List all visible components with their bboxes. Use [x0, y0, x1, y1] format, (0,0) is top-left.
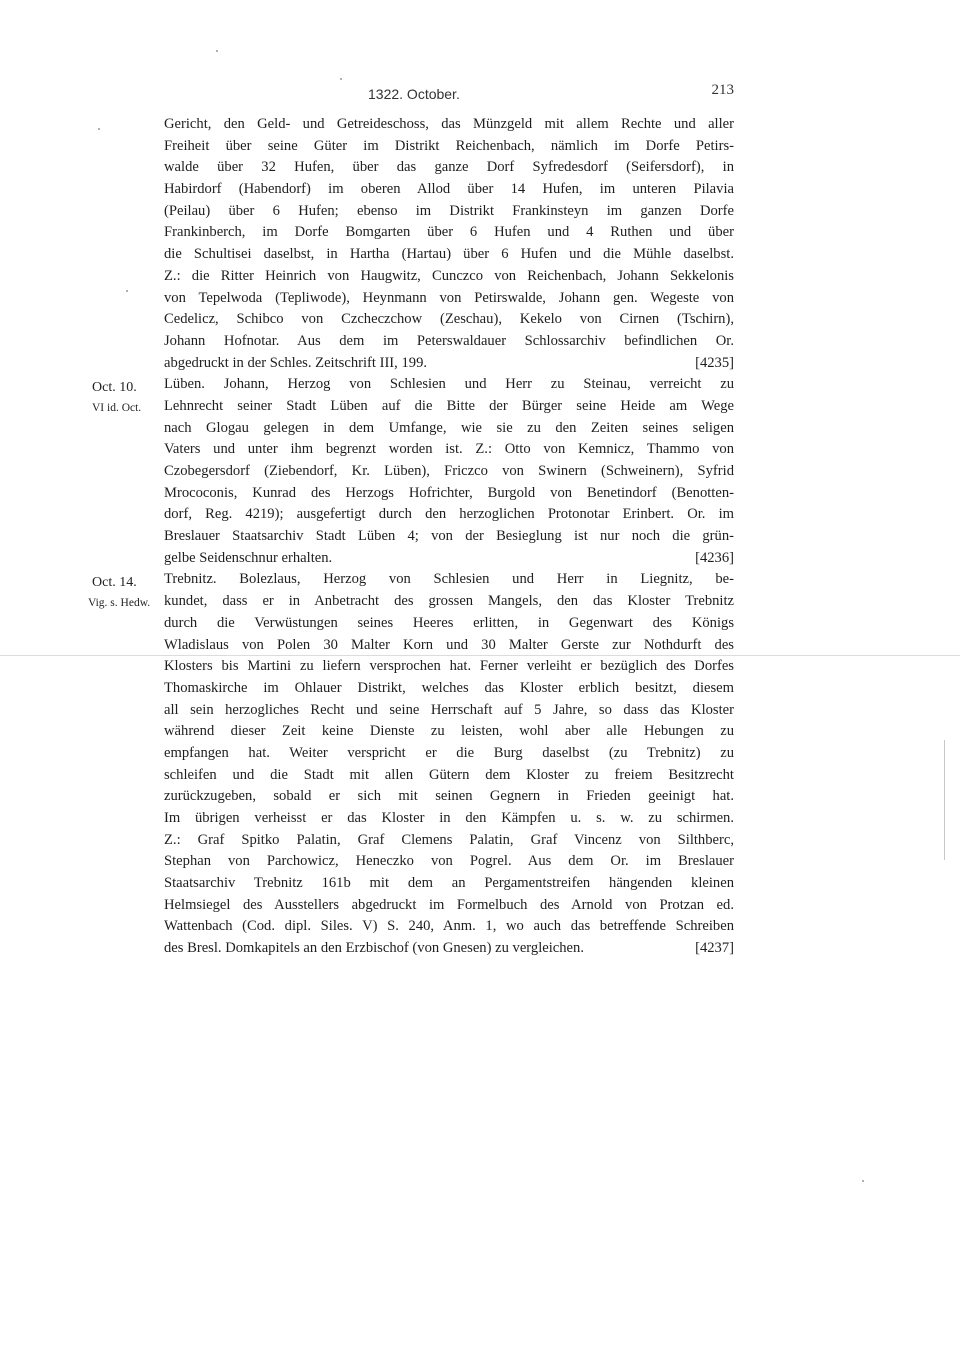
text-line: Staatsarchiv Trebnitz 161b mit dem an Pergamentstreifen hängenden kleinen: [164, 875, 734, 892]
text-line: Wattenbach (Cod. dipl. Siles. V) S. 240, Anm. 1, wo auch das betreffende Schreiben: [164, 918, 734, 935]
text-line: Thomaskirche im Ohlauer Distrikt, welches das Kloster erblich besitzt, diesem: [164, 679, 734, 696]
margin-date: Oct. 10.: [92, 380, 137, 395]
text-line: Gericht, den Geld- und Getreideschoss, das Münzgeld mit allem Rechte und aller: [164, 116, 734, 132]
text-line: Lehnrecht seiner Stadt Lüben auf die Bitte der Bürger seine Heide am Wege: [164, 397, 734, 414]
body-text: [164, 114, 734, 960]
text-line: empfangen hat. Weiter verspricht er die Burg daselbst (zu Trebnitz) zu: [164, 744, 734, 761]
text-line: Helmsiegel des Ausstellers abgedruckt im Formelbuch des Arnold von Protzan ed.: [164, 896, 734, 913]
margin-date-roman: VI id. Oct.: [92, 402, 142, 414]
text-line: abgedruckt in der Schles. Zeitschrift III, 199.: [164, 354, 428, 371]
text-line: Z.: die Ritter Heinrich von Haugwitz, Cunczco von Reichenbach, Johann Sekkelonis: [164, 267, 734, 284]
text-line: während dieser Zeit keine Dienste zu leisten, wohl aber alle Hebungen zu: [164, 723, 734, 740]
regest-number: [4236]: [695, 549, 734, 566]
regest-number: [4235]: [695, 354, 734, 371]
text-line: Cedelicz, Schibco von Czcheczchow (Zeschau), Kekelo von Cirnen (Tschirn),: [164, 311, 734, 328]
text-line: Czobegersdorf (Ziebendorf, Kr. Lüben), Friczco von Swinern (Schweinern), Syfrid: [164, 463, 734, 479]
scan-speck: [340, 78, 342, 80]
text-line: Frankinberch, im Dorfe Bomgarten über 6 Hufen und 4 Ruthen und über: [164, 224, 734, 241]
text-line: dorf, Reg. 4219); ausgefertigt durch den herzoglichen Protonotar Erinbert. Or. im: [164, 506, 734, 523]
text-line: Trebnitz. Bolezlaus, Herzog von Schlesien und Herr in Liegnitz, be-: [164, 571, 734, 588]
text-line: kundet, dass er in Anbetracht des grossen Mangels, den das Kloster Trebnitz: [164, 593, 734, 610]
text-line: Habirdorf (Habendorf) im oberen Allod über 14 Hufen, im unteren Pilavia: [164, 181, 734, 198]
text-line: all sein herzogliches Recht und seine Herrschaft auf 5 Jahre, so dass das Kloster: [164, 701, 734, 718]
text-line: Johann Hofnotar. Aus dem im Peterswaldauer Schlossarchiv befindlichen Or.: [164, 332, 734, 349]
text-line-end: [164, 353, 734, 375]
text-line: schleifen und die Stadt mit allen Gütern dem Kloster zu freiem Besitzrecht: [164, 766, 734, 783]
text-line: walde über 32 Hufen, über das ganze Dorf Syfredesdorf (Seifersdorf), in: [164, 159, 734, 176]
text-line: des Bresl. Domkapitels an den Erzbischof (von Gnesen) zu vergleichen.: [164, 940, 584, 957]
text-line: von Tepelwoda (Tepliwode), Heynmann von Petirswalde, Johann gen. Wegeste von: [164, 289, 734, 306]
text-line: die Schultisei daselbst, in Hartha (Hartau) über 6 Hufen und die Mühle daselbst.: [164, 246, 734, 263]
text-line: (Peilau) über 6 Hufen; ebenso im Distrikt Frankinsteyn im ganzen Dorfe: [164, 202, 734, 219]
running-header: [368, 82, 734, 106]
text-line-end: [164, 548, 734, 570]
text-line: gelbe Seidenschnur erhalten.: [164, 549, 333, 566]
text-line-end: [164, 938, 734, 960]
text-line: Wladislaus von Polen 30 Malter Korn und 30 Malter Gerste zur Nothdurft des: [164, 636, 734, 653]
scan-speck: [862, 1180, 864, 1182]
text-line: Freiheit über seine Güter im Distrikt Reichenbach, nämlich im Dorfe Petirs-: [164, 137, 734, 154]
scan-speck: [216, 50, 218, 52]
text-line: durch die Verwüstungen seines Heeres erlitten, in Gegenwart des Königs: [164, 614, 734, 631]
margin-date: Oct. 14.: [92, 575, 137, 590]
text-line: Z.: Graf Spitko Palatin, Graf Clemens Palatin, Graf Vincenz von Silthberc,: [164, 831, 734, 848]
text-line: nach Glogau gelegen in dem Umfange, wie sie zu den Zeiten seines seligen: [164, 419, 734, 436]
text-line: Vaters und unter ihm begrenzt worden ist. Z.: Otto von Kemnicz, Thammo von: [164, 441, 734, 458]
text-line: Breslauer Staatsarchiv Stadt Lüben 4; von der Besieglung ist nur noch die grün-: [164, 528, 734, 545]
text-line: Im übrigen verheisst er das Kloster in den Kämpfen u. s. w. zu schirmen.: [164, 810, 734, 826]
text-line: Klosters bis Martini zu liefern versprochen hat. Ferner verleiht er bezüglich des Dorfes: [164, 658, 734, 675]
running-head: 1322. October.: [368, 86, 460, 102]
text-line: Lüben. Johann, Herzog von Schlesien und Herr zu Steinau, verreicht zu: [164, 376, 734, 393]
page-number: 213: [711, 82, 734, 98]
scan-speck: [98, 128, 100, 130]
scan-speck: [126, 290, 128, 292]
margin-feast: Vig. s. Hedw.: [88, 597, 151, 609]
text-line: zurückzugeben, sobald er sich mit seinen Gegnern in Frieden geeinigt hat.: [164, 788, 734, 805]
text-line: Stephan von Parchowicz, Heneczko von Pogrel. Aus dem Or. im Breslauer: [164, 853, 734, 870]
regest-number: [4237]: [695, 940, 734, 957]
scan-edge: [944, 740, 945, 860]
text-line: Mrococonis, Kunrad des Herzogs Hofrichter, Burgold von Benetindorf (Benotten-: [164, 484, 734, 501]
